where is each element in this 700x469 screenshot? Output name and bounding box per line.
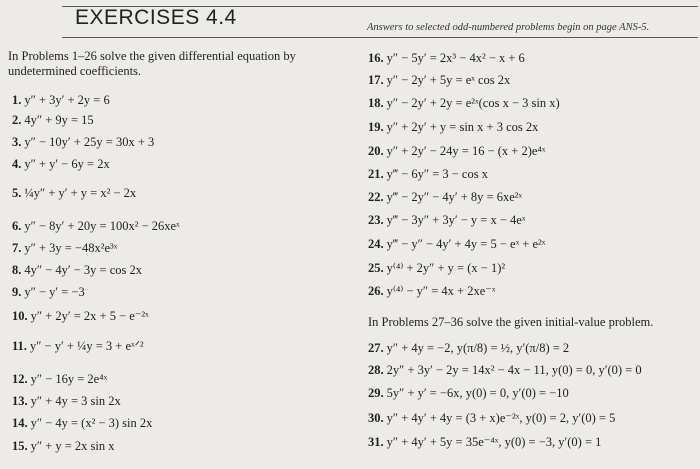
problem-18	[368, 96, 560, 111]
problem-20	[368, 144, 545, 159]
problem-number: 12.	[12, 372, 28, 386]
problem-equation: y″ + 2y′ + y = sin x + 3 cos 2x	[386, 120, 539, 134]
problem-25	[368, 260, 505, 276]
problem-number: 28.	[368, 363, 384, 377]
problem-number: 23.	[368, 213, 384, 227]
problem-number: 9.	[12, 285, 22, 299]
problem-22	[368, 190, 522, 205]
problem-26	[368, 283, 496, 299]
problem-number: 6.	[12, 219, 22, 233]
problem-6	[12, 219, 180, 234]
problem-equation: y″ − 10y′ + 25y = 30x + 3	[24, 135, 155, 149]
problem-number: 27.	[368, 341, 384, 355]
problem-23	[368, 213, 525, 228]
problem-equation: y″ − y′ = −3	[24, 285, 85, 299]
problem-equation: y‴ − 2y″ − 4y′ + 8y = 6xe²ˣ	[386, 190, 523, 204]
problem-12	[12, 372, 107, 387]
problem-equation: y″ + 2y′ = 2x + 5 − e⁻²ˣ	[30, 309, 149, 323]
problem-equation: ¼y″ + y′ + y = x² − 2x	[24, 186, 137, 200]
problem-number: 7.	[12, 241, 22, 255]
problem-number: 4.	[12, 157, 22, 171]
problem-27	[368, 341, 569, 356]
problem-number: 10.	[12, 309, 28, 323]
problem-equation: y″ − 8y′ + 20y = 100x² − 26xeˣ	[24, 219, 180, 233]
problem-3	[12, 135, 154, 150]
problem-4	[12, 157, 110, 172]
problem-equation: 2y″ + 3y′ − 2y = 14x² − 4x − 11, y(0) = 0, y′(0) = 0	[386, 363, 642, 377]
problem-number: 13.	[12, 394, 28, 408]
problem-equation: y″ + 3y = −48x²e³ˣ	[24, 241, 118, 255]
problem-number: 29.	[368, 386, 384, 400]
problem-7	[12, 241, 117, 256]
instructions-1-26: In Problems 1–26 solve the given differential equation by undetermined coefficients.	[8, 49, 296, 78]
problem-2	[12, 113, 94, 128]
problem-equation: y″ + 4y′ + 5y = 35e⁻⁴ˣ, y(0) = −3, y′(0) = 1	[386, 435, 602, 449]
problem-equation: y‴ − 6y″ = 3 − cos x	[386, 167, 488, 181]
problem-15	[12, 439, 115, 454]
problem-equation: y″ + 4y′ + 4y = (3 + x)e⁻²ˣ, y(0) = 2, y′(0) = 5	[386, 411, 616, 425]
problem-13	[12, 394, 121, 409]
problem-equation: y″ + 2y′ − 24y = 16 − (x + 2)e⁴ˣ	[386, 144, 546, 158]
problem-1	[12, 93, 110, 108]
problem-equation: y″ − 5y′ = 2x³ − 4x² − x + 6	[386, 51, 525, 65]
problem-number: 3.	[12, 135, 22, 149]
problem-equation: 4y″ − 4y′ − 3y = cos 2x	[24, 263, 143, 277]
problem-equation: y‴ − y″ − 4y′ + 4y = 5 − eˣ + e²ˣ	[386, 237, 546, 251]
problem-30	[368, 410, 615, 426]
problem-equation: y″ − 2y′ + 2y = e²ˣ(cos x − 3 sin x)	[386, 96, 560, 110]
problem-equation: y″ − 4y = (x² − 3) sin 2x	[30, 416, 153, 430]
problem-number: 17.	[368, 73, 384, 87]
problem-equation: y″ − 16y = 2e⁴ˣ	[30, 372, 108, 386]
problem-equation: y⁽⁴⁾ + 2y″ + y = (x − 1)²	[386, 261, 506, 275]
problem-number: 19.	[368, 120, 384, 134]
problem-equation: y″ + y′ − 6y = 2x	[24, 157, 110, 171]
problem-equation: 4y″ + 9y = 15	[24, 113, 94, 127]
problem-28	[368, 363, 642, 378]
problem-number: 8.	[12, 263, 22, 277]
problem-number: 5.	[12, 186, 22, 200]
problem-number: 24.	[368, 237, 384, 251]
problem-number: 14.	[12, 416, 28, 430]
problem-equation: y″ − y′ + ¼y = 3 + eˣᐟ²	[29, 339, 144, 353]
problem-10	[12, 308, 149, 324]
problem-5	[12, 186, 136, 201]
problem-9	[12, 285, 85, 300]
problem-11	[12, 338, 144, 354]
problem-number: 26.	[368, 284, 384, 298]
problem-17	[368, 73, 510, 88]
problem-number: 20.	[368, 144, 384, 158]
problem-number: 22.	[368, 190, 384, 204]
problem-equation: y″ + 4y = 3 sin 2x	[30, 394, 121, 408]
problem-equation: y″ + y = 2x sin x	[30, 439, 115, 453]
problem-16	[368, 51, 525, 66]
problem-number: 21.	[368, 167, 384, 181]
problem-equation: y″ + 3y′ + 2y = 6	[24, 93, 110, 107]
problem-number: 15.	[12, 439, 28, 453]
problem-14	[12, 416, 152, 431]
problem-number: 25.	[368, 261, 384, 275]
problem-number: 11.	[12, 339, 27, 353]
answers-note: Answers to selected odd-numbered problems begin on page ANS-5.	[367, 22, 650, 33]
problem-number: 16.	[368, 51, 384, 65]
instructions-27-36: In Problems 27–36 solve the given initial-value problem.	[368, 315, 654, 329]
problem-equation: y″ − 2y′ + 5y = eˣ cos 2x	[386, 73, 511, 87]
problem-number: 2.	[12, 113, 22, 127]
problem-31	[368, 434, 601, 450]
exercise-title: EXERCISES 4.4	[75, 6, 237, 29]
problem-number: 31.	[368, 435, 384, 449]
problem-8	[12, 263, 142, 278]
problem-29	[368, 386, 569, 401]
problem-number: 18.	[368, 96, 384, 110]
problem-number: 30.	[368, 411, 384, 425]
problem-24	[368, 237, 545, 252]
problem-equation: y″ + 4y = −2, y(π/8) = ½, y′(π/8) = 2	[386, 341, 570, 355]
problem-19	[368, 120, 538, 135]
problem-equation: 5y″ + y′ = −6x, y(0) = 0, y′(0) = −10	[386, 386, 569, 400]
problem-number: 1.	[12, 93, 22, 107]
problem-equation: y‴ − 3y″ + 3y′ − y = x − 4eˣ	[386, 213, 526, 227]
problem-equation: y⁽⁴⁾ − y″ = 4x + 2xe⁻ˣ	[386, 284, 496, 298]
problem-21	[368, 167, 488, 182]
